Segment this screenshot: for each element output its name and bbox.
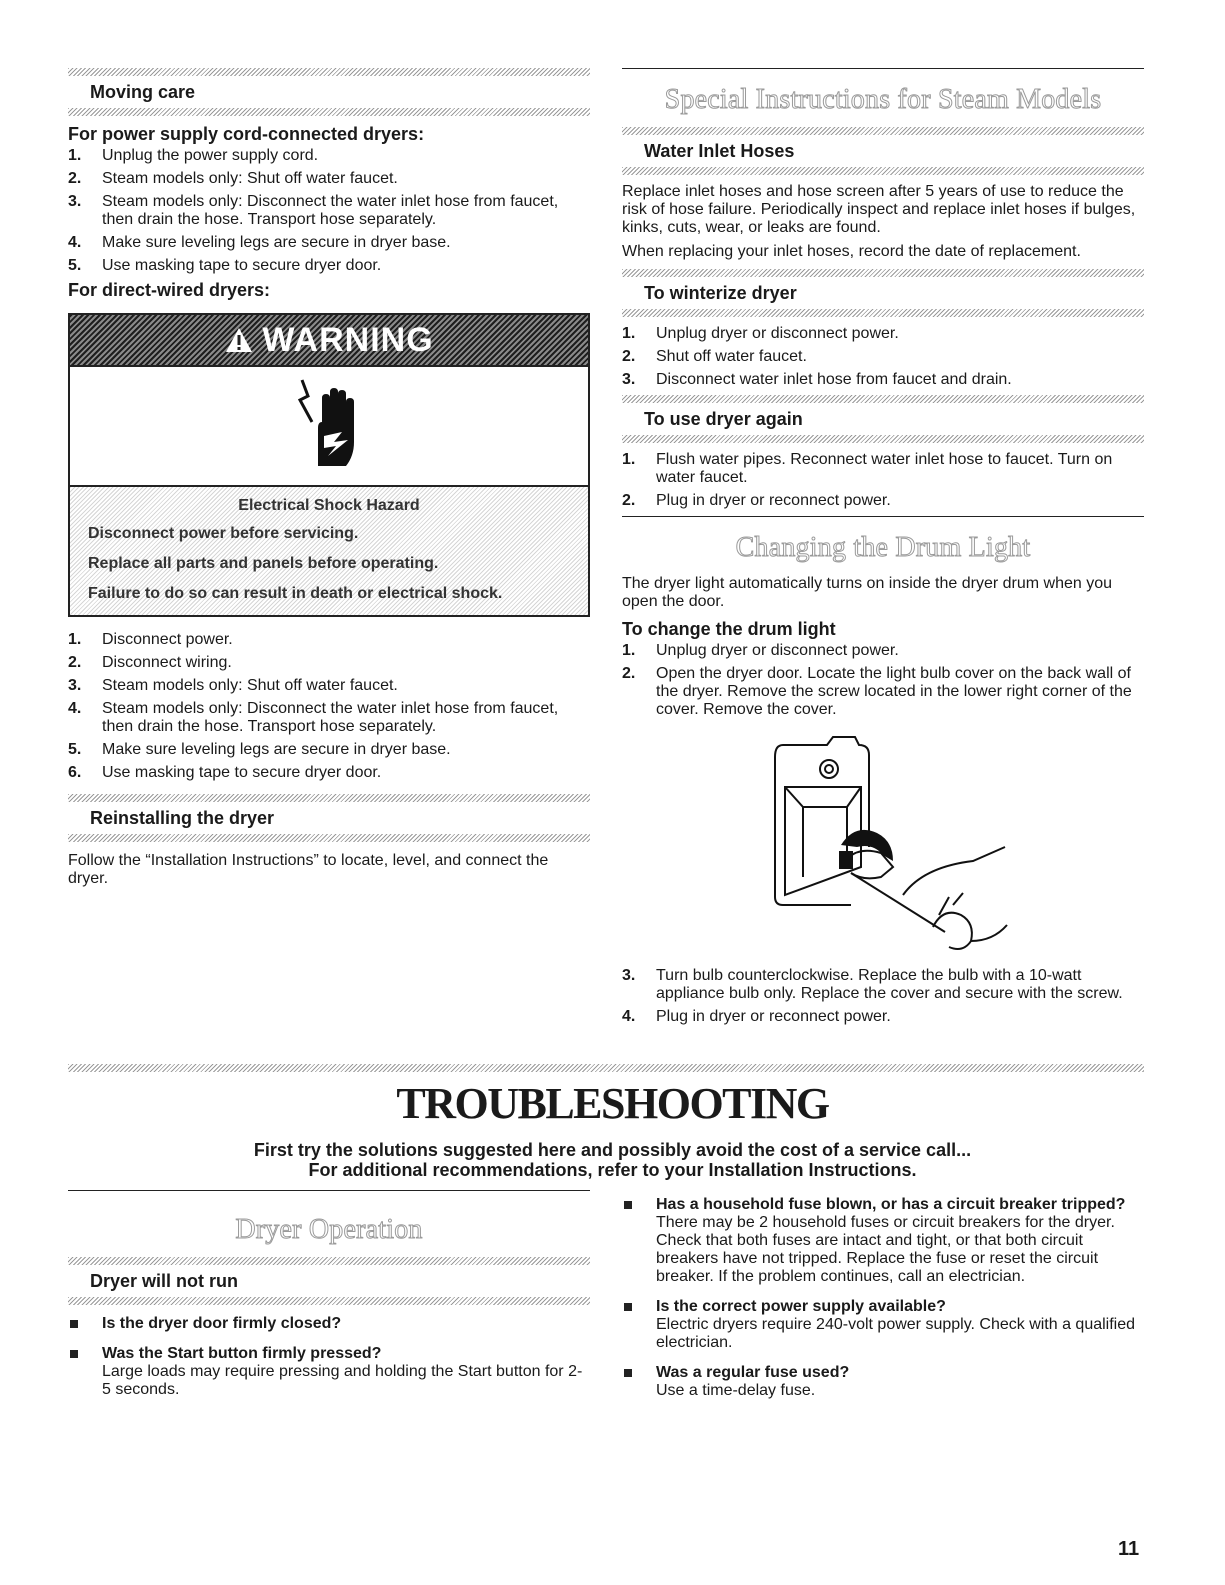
step-text: Unplug dryer or disconnect power. <box>656 325 899 342</box>
step-text: Open the dryer door. Locate the light bulb cover on the back wall of the dryer. Remove the screw located in the lower right corner of the cover. Remove the cover. <box>656 665 1132 718</box>
warning-line: Disconnect power before servicing. <box>88 525 359 542</box>
list-item <box>622 1196 1144 1286</box>
drum-light-title: Changing the Drum Light <box>735 532 1031 563</box>
left-column-top <box>68 68 590 894</box>
intro-line: First try the solutions suggested here and possibly avoid the cost of a service call... <box>253 1140 972 1160</box>
hatch-divider <box>68 1257 590 1265</box>
step-number: 1. <box>68 147 82 164</box>
warning-title-text: WARNING <box>262 321 434 359</box>
section-rule <box>622 516 1144 517</box>
list-item <box>622 371 1144 389</box>
water-inlet-text: When replacing your inlet hoses, record the date of replacement. <box>622 243 1081 260</box>
step-number: 2. <box>68 170 82 187</box>
electric-shock-hand-icon <box>294 376 364 476</box>
warning-line: Failure to do so can result in death or electrical shock. <box>88 585 503 602</box>
step-number: 5. <box>68 741 82 758</box>
step-number: 3. <box>622 371 636 388</box>
hatch-divider <box>622 269 1144 277</box>
check-question: Is the correct power supply available? <box>656 1298 946 1315</box>
warning-message <box>70 487 588 615</box>
list-item <box>68 654 590 672</box>
check-question: Was the Start button firmly pressed? <box>102 1345 382 1362</box>
check-answer: Large loads may require pressing and holding the Start button for 2-5 seconds. <box>102 1363 583 1398</box>
hatch-divider <box>622 309 1144 317</box>
step-text: Shut off water faucet. <box>656 348 807 365</box>
intro-line: For additional recommendations, refer to your Installation Instructions. <box>308 1160 917 1180</box>
troubleshooting-section <box>0 1078 1225 1180</box>
hatch-divider <box>68 68 590 76</box>
not-run-checks <box>68 1315 590 1399</box>
drum-steps-list <box>622 642 1144 719</box>
dryer-not-run-heading: Dryer will not run <box>90 1271 239 1291</box>
steam-models-title: Special Instructions for Steam Models <box>664 84 1102 115</box>
cord-steps-list <box>68 147 590 275</box>
cord-dryers-heading: For power supply cord-connected dryers: <box>68 124 425 144</box>
list-item <box>622 1298 1144 1352</box>
step-text: Steam models only: Shut off water faucet. <box>102 677 398 694</box>
hatch-divider <box>622 435 1144 443</box>
check-answer: Use a time-delay fuse. <box>656 1382 816 1399</box>
warning-header <box>70 315 588 367</box>
step-number: 2. <box>68 654 82 671</box>
check-question: Is the dryer door firmly closed? <box>102 1315 342 1332</box>
list-item <box>68 700 590 736</box>
direct-wired-heading: For direct-wired dryers: <box>68 280 271 300</box>
hatch-divider <box>622 167 1144 175</box>
use-again-heading: To use dryer again <box>644 409 803 429</box>
step-number: 2. <box>622 492 636 509</box>
moving-care-heading: Moving care <box>90 82 196 102</box>
step-text: Use masking tape to secure dryer door. <box>102 764 382 781</box>
winterize-heading: To winterize dryer <box>644 283 797 303</box>
page-number: 11 <box>1118 1538 1140 1560</box>
step-number: 4. <box>622 1008 636 1025</box>
winterize-steps-list <box>622 325 1144 389</box>
check-question: Has a household fuse blown, or has a circuit breaker tripped? <box>656 1196 1126 1213</box>
check-answer: Electric dryers require 240-volt power supply. Check with a qualified electrician. <box>656 1316 1136 1351</box>
list-item <box>68 764 590 782</box>
warning-line: Replace all parts and panels before operating. <box>88 555 439 572</box>
shock-hazard-symbol <box>70 367 588 487</box>
list-item <box>622 348 1144 366</box>
step-number: 2. <box>622 665 636 682</box>
step-text: Unplug the power supply cord. <box>102 147 319 164</box>
bulb-cover-screwdriver-illustration <box>743 727 1023 957</box>
list-item <box>622 665 1144 719</box>
step-text: Make sure leveling legs are secure in dryer base. <box>102 741 451 758</box>
warning-box <box>68 313 590 617</box>
check-answer: There may be 2 household fuses or circuit breakers for the dryer. Check that both fuses are intact and tight, or that both circuit breakers have not tripped. Replace the fuse or reset the circuit breaker. If the problem continues, call an electrician. <box>656 1214 1115 1285</box>
list-item <box>622 967 1144 1003</box>
dryer-operation-title: Dryer Operation <box>235 1214 423 1245</box>
water-inlet-heading: Water Inlet Hoses <box>644 141 795 161</box>
list-item <box>68 631 590 649</box>
list-item <box>622 325 1144 343</box>
power-checks <box>622 1196 1144 1400</box>
step-number: 1. <box>622 325 636 342</box>
list-item <box>68 1345 590 1399</box>
step-text: Unplug dryer or disconnect power. <box>656 642 899 659</box>
step-text: Flush water pipes. Reconnect water inlet hose to faucet. Turn on water faucet. <box>656 451 1113 486</box>
section-rule <box>68 1190 590 1191</box>
step-number: 6. <box>68 764 82 781</box>
step-number: 2. <box>622 348 636 365</box>
step-number: 4. <box>68 700 82 717</box>
troubleshooting-intro <box>0 1140 1225 1180</box>
hatch-divider <box>68 108 590 116</box>
left-column-bottom <box>68 1190 590 1411</box>
step-text: Use masking tape to secure dryer door. <box>102 257 382 274</box>
list-item <box>68 193 590 229</box>
list-item <box>68 741 590 759</box>
step-text: Plug in dryer or reconnect power. <box>656 1008 891 1025</box>
list-item <box>68 1315 590 1333</box>
step-text: Disconnect power. <box>102 631 233 648</box>
hatch-divider <box>68 834 590 842</box>
step-number: 1. <box>622 642 636 659</box>
step-number: 1. <box>68 631 82 648</box>
step-text: Disconnect water inlet hose from faucet and drain. <box>656 371 1012 388</box>
step-number: 5. <box>68 257 82 274</box>
step-text: Steam models only: Disconnect the water inlet hose from faucet, then drain the hose. Transport hose separately. <box>102 700 559 735</box>
step-number: 3. <box>622 967 636 984</box>
step-number: 3. <box>68 677 82 694</box>
step-text: Disconnect wiring. <box>102 654 232 671</box>
step-text: Steam models only: Shut off water faucet. <box>102 170 398 187</box>
list-item <box>622 1364 1144 1400</box>
list-item <box>68 677 590 695</box>
light-cover-illustration <box>622 727 1144 957</box>
list-item <box>622 642 1144 660</box>
list-item <box>68 234 590 252</box>
warning-title <box>224 321 434 359</box>
hatch-divider <box>68 794 590 802</box>
reinstall-text: Follow the “Installation Instructions” to locate, level, and connect the dryer. <box>68 852 549 887</box>
list-item <box>68 170 590 188</box>
step-text: Turn bulb counterclockwise. Replace the bulb with a 10-watt appliance bulb only. Replace the cover and secure with the screw. <box>656 967 1123 1002</box>
hatch-divider <box>68 1297 590 1305</box>
hatch-divider <box>68 1064 1144 1072</box>
use-again-steps-list <box>622 451 1144 510</box>
warning-triangle-icon <box>224 326 254 354</box>
water-inlet-text: Replace inlet hoses and hose screen after 5 years of use to reduce the risk of hose failure. Periodically inspect and replace inlet hoses if bulges, kinks, cuts, wear, or leaks are found. <box>622 183 1136 236</box>
step-text: Plug in dryer or reconnect power. <box>656 492 891 509</box>
step-number: 1. <box>622 451 636 468</box>
list-item <box>68 257 590 275</box>
list-item <box>622 492 1144 510</box>
direct-steps-list <box>68 631 590 782</box>
step-text: Steam models only: Disconnect the water inlet hose from faucet, then drain the hose. Transport hose separately. <box>102 193 559 228</box>
change-drum-light-heading: To change the drum light <box>622 619 836 639</box>
hazard-title: Electrical Shock Hazard <box>238 497 420 514</box>
step-number: 4. <box>68 234 82 251</box>
check-question: Was a regular fuse used? <box>656 1364 850 1381</box>
list-item <box>622 451 1144 487</box>
list-item <box>622 1008 1144 1026</box>
drum-light-intro: The dryer light automatically turns on inside the dryer drum when you open the door. <box>622 575 1113 610</box>
drum-steps-list-continued <box>622 967 1144 1026</box>
reinstalling-heading: Reinstalling the dryer <box>90 808 275 828</box>
list-item <box>68 147 590 165</box>
hatch-divider <box>622 127 1144 135</box>
step-text: Make sure leveling legs are secure in dryer base. <box>102 234 451 251</box>
right-column-bottom <box>622 1196 1144 1412</box>
right-column-top <box>622 68 1144 1031</box>
troubleshooting-title: TROUBLESHOOTING <box>396 1079 829 1128</box>
section-rule <box>622 68 1144 69</box>
hatch-divider <box>622 395 1144 403</box>
step-number: 3. <box>68 193 82 210</box>
